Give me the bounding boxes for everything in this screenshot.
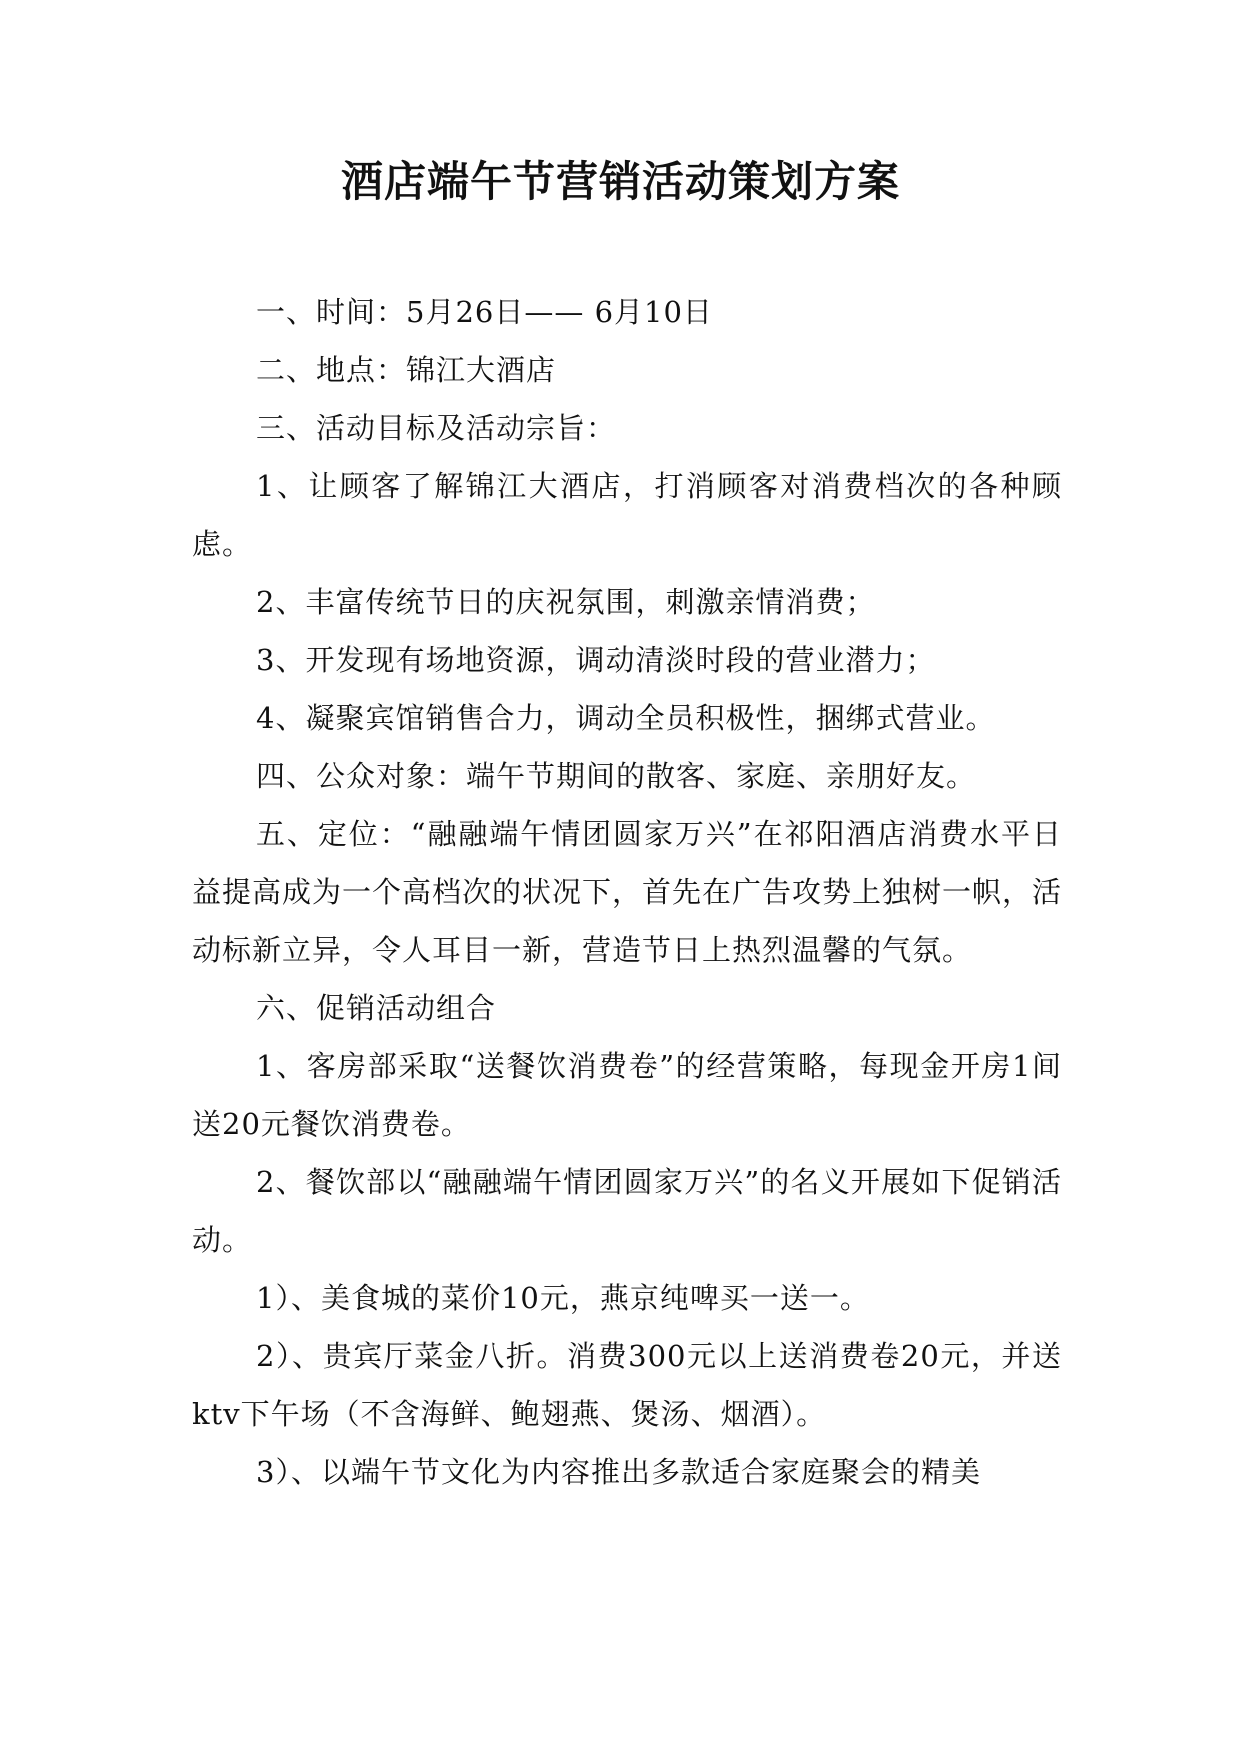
paragraph-location: 二、地点：锦江大酒店: [256, 353, 557, 387]
paragraph-goal-1: 1、让顾客了解锦江大酒店，打消顾客对消费档次的各种顾虑。: [192, 469, 1062, 561]
paragraph-audience: 四、公众对象：端午节期间的散客、家庭、亲朋好友。: [256, 759, 977, 793]
paragraph-promotion-2: 2、餐饮部以“融融端午情团圆家万兴”的名义开展如下促销活动。: [192, 1165, 1062, 1257]
paragraph-time: 一、时间：5月26日—— 6月10日: [256, 295, 713, 329]
paragraph-goals-heading: 三、活动目标及活动宗旨：: [256, 411, 617, 445]
paragraph-promotions-heading: 六、促销活动组合: [256, 991, 497, 1025]
paragraph-promotion-2-item-3: 3）、以端午节文化为内容推出多款适合家庭聚会的精美: [256, 1455, 981, 1489]
paragraph-promotion-2-item-1: 1）、美食城的菜价10元，燕京纯啤买一送一。: [256, 1281, 870, 1315]
paragraph-goal-4: 4、凝聚宾馆销售合力，调动全员积极性，捆绑式营业。: [256, 701, 996, 735]
paragraph-promotion-1: 1、客房部采取“送餐饮消费卷”的经营策略，每现金开房1间送20元餐饮消费卷。: [192, 1049, 1062, 1141]
paragraph-promotion-2-item-2: 2）、贵宾厅菜金八折。消费300元以上送消费卷20元，并送ktv下午场（不含海鲜、鲍翅燕、煲汤、烟酒）。: [192, 1339, 1062, 1431]
document-body: [192, 283, 1062, 1501]
paragraph-goal-2: 2、丰富传统节日的庆祝氛围，刺激亲情消费；: [256, 585, 876, 619]
document-title: 酒店端午节营销活动策划方案: [340, 157, 900, 206]
paragraph-positioning: 五、定位：“融融端午情团圆家万兴”在祁阳酒店消费水平日益提高成为一个高档次的状况下，首先在广告攻势上独树一帜，活动标新立异，令人耳目一新，营造节日上热烈温馨的气氛。: [192, 817, 1063, 967]
paragraph-goal-3: 3、开发现有场地资源，调动清淡时段的营业潜力；: [256, 643, 936, 677]
